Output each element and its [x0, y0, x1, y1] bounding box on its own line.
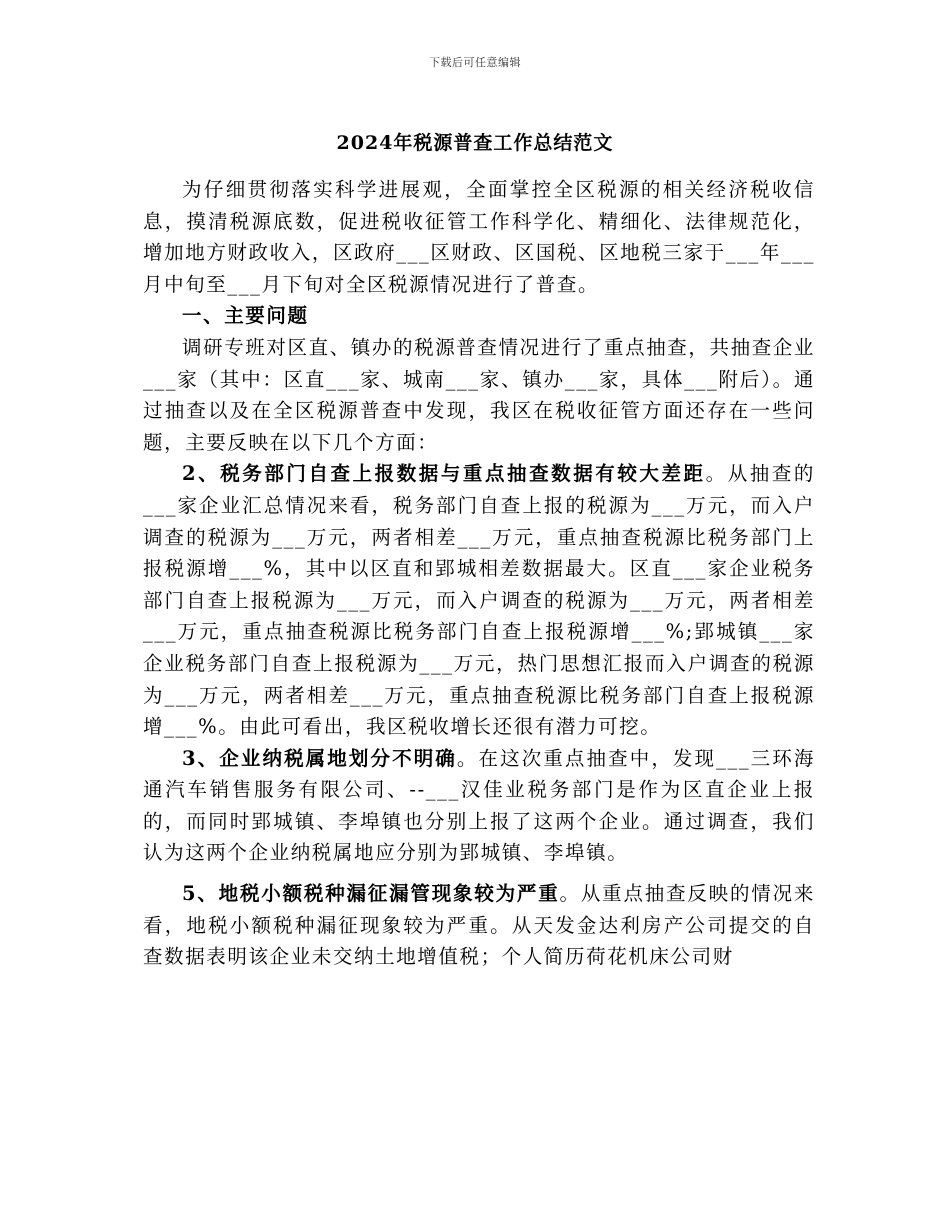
- item5-text: 。从重点抽查反映的情况来看，地税小额税种漏征现象较为严重。从天发金达利房产公司提交的自查数据表明该企业未交纳土地增值税；个人简历荷花机床公司财: [143, 882, 815, 969]
- item2-paragraph: [143, 458, 815, 742]
- item5-paragraph: [143, 878, 815, 973]
- intro-paragraph: 为仔细贯彻落实科学进展观，全面掌控全区税源的相关经济税收信息，摸清税源底数，促进税收征管工作科学化、精细化、法律规范化，增加地方财政收入，区政府___区财政、区国税、区地税三家于___年___月中旬至___月下旬对全区税源情况进行了普查。: [143, 178, 815, 296]
- document-body: [143, 174, 815, 973]
- item5-lead: 5、地税小额税种漏征漏管现象较为严重: [182, 882, 560, 906]
- download-note: 下载后可任意编辑: [429, 56, 521, 69]
- paragraph-gap: [143, 869, 815, 878]
- section1-paragraph: 调研专班对区直、镇办的税源普查情况进行了重点抽查，共抽查企业___家（其中：区直___家、城南___家、镇办___家，具体___附后）。通过抽查以及在全区税源普查中发现，我区在税收征管方面还存在一些问题，主要反映在以下几个方面：: [143, 335, 816, 454]
- item3-lead: 3、企业纳税属地划分不明确: [182, 746, 457, 770]
- section-heading-main-issues: 一、主要问题: [182, 304, 309, 328]
- item2-lead: 2、税务部门自查上报数据与重点抽查数据有较大差距: [182, 462, 706, 486]
- item2-text: 。从抽查的___家企业汇总情况来看，税务部门自查上报的税源为___万元，而入户调查的税源为___万元，两者相差___万元，重点抽查税源比税务部门上报税源增___%，其中以区直和郢城相差数据最大。区直___家企业税务部门自查上报税源为___万元，而入户调查的税源为___万元，两者相差___万元，重点抽查税源比税务部门自查上报税源增___%;郢城镇___家企业税务部门自查上报税源为___万元，热门思想汇报而入户调查的税源为___万元，两者相差___万元，重点抽查税源比税务部门自查上报税源增___%。由此可看出，我区税收增长还很有潜力可挖。: [143, 462, 815, 739]
- item3-text: 。在这次重点抽查中，发现___三环海通汽车销售服务有限公司、--___汉佳业税务部门是作为区直企业上报的，而同时郢城镇、李埠镇也分别上报了这两个企业。通过调查，我们认为这两个企业纳税属地应分别为郢城镇、李埠镇。: [143, 746, 815, 865]
- document-title: 2024年税源普查工作总结范文: [336, 132, 614, 154]
- item3-paragraph: [143, 743, 815, 869]
